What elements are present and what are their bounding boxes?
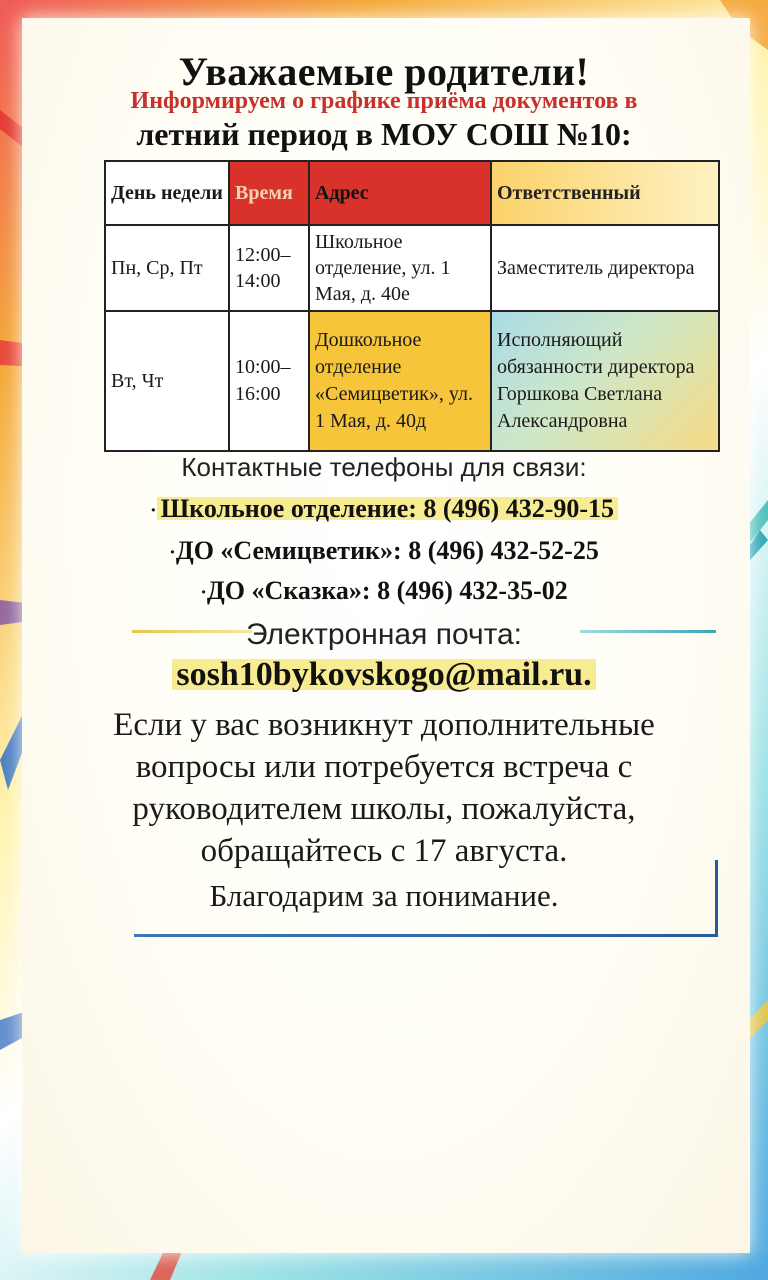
cell-address: Дошкольное отделение «Семицветик», ул. 1 Мая, д. 40д	[309, 311, 491, 451]
header-address: Адрес	[309, 161, 491, 225]
table-row	[105, 311, 719, 451]
bullet: ·	[149, 499, 157, 522]
phone-semitsvetik: ДО «Семицветик»: 8 (496) 432-52-25	[175, 536, 599, 565]
page-title: Уважаемые родители!	[178, 49, 590, 94]
info-paragraph: Если у вас возникнут дополнительные вопросы или потребуется встреча с руководителем школы, пожалуйста, обращайтесь с 17 августа.	[113, 707, 655, 869]
table-header-row	[105, 161, 719, 225]
bullet: ·	[169, 541, 176, 564]
header-time: Время	[229, 161, 309, 225]
contacts-heading: Контактные телефоны для связи:	[181, 452, 587, 482]
subtitle-red: Информируем о графике приёма документов в	[130, 88, 638, 114]
email-address[interactable]	[0, 656, 768, 694]
cell-day: Вт, Чт	[105, 311, 229, 451]
cell-address: Школьное отделение, ул. 1 Мая, д. 40е	[309, 225, 491, 311]
phone-school: Школьное отделение: 8 (496) 432-90-15	[157, 494, 618, 523]
header-day: День недели	[105, 161, 229, 225]
cell-day: Пн, Ср, Пт	[105, 225, 229, 311]
phone-line	[0, 576, 768, 606]
email-link[interactable]: sosh10bykovskogo@mail.ru.	[172, 656, 595, 693]
bullet: ·	[200, 581, 207, 604]
divider-bottom	[134, 934, 718, 937]
cell-responsible: Исполняющий обязанности директора Горшкова Светлана Александровна	[491, 311, 719, 451]
phone-skazka: ДО «Сказка»: 8 (496) 432-35-02	[206, 576, 568, 605]
schedule-table	[104, 160, 720, 452]
table-row	[105, 225, 719, 311]
cell-time: 12:00–14:00	[229, 225, 309, 311]
email-heading: Электронная почта:	[245, 618, 523, 651]
phone-line	[0, 536, 768, 566]
divider-bottom-right-vertical	[715, 860, 718, 936]
thanks-text: Благодарим за понимание.	[209, 878, 559, 913]
header-responsible: Ответственный	[491, 161, 719, 225]
cell-time: 10:00–16:00	[229, 311, 309, 451]
subtitle-black: летний период в МОУ СОШ №10:	[136, 116, 632, 152]
cell-responsible: Заместитель директора	[491, 225, 719, 311]
phone-line	[0, 494, 768, 524]
